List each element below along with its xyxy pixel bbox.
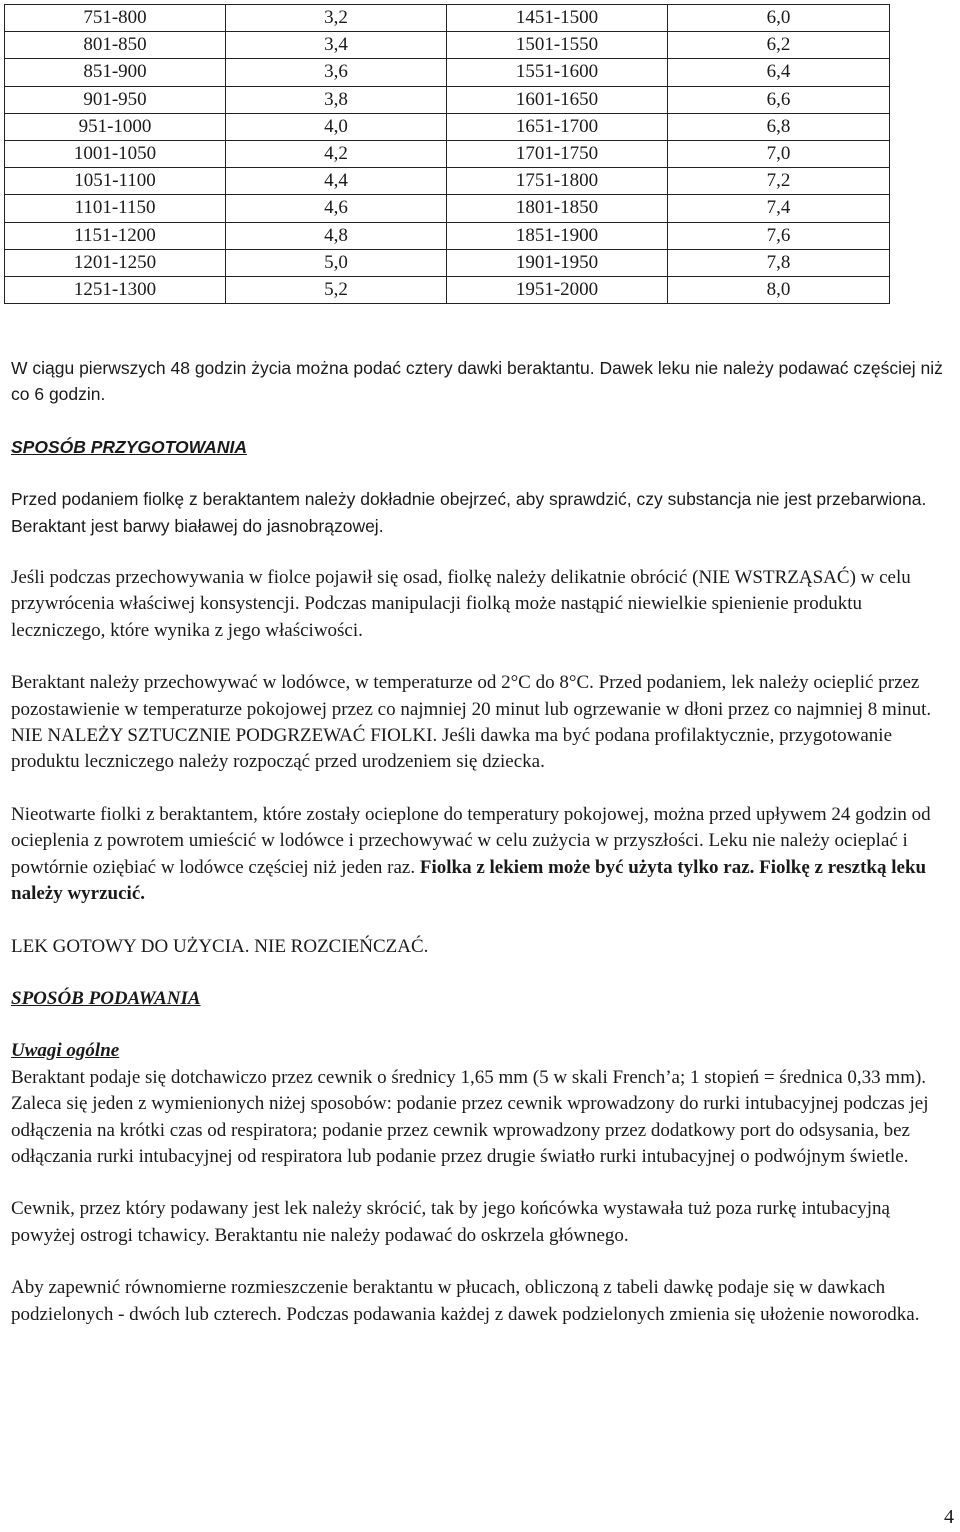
weight-range-cell: 1651-1700	[447, 113, 668, 140]
weight-range-cell: 1551-1600	[447, 59, 668, 86]
weight-range-cell: 1801-1850	[447, 195, 668, 222]
weight-range-cell: 1951-2000	[447, 276, 668, 303]
catheter-paragraph: Beraktant podaje się dotchawiczo przez cewnik o średnicy 1,65 mm (5 w skali French’a; 1 stopień = średnica 0,33 mm). Zaleca się jeden z wymienionych niżej sposobów: podanie przez cewnik wprowadzony do rurki intubacyjnej podczas jej odłączenia na krótki czas od respiratora; podanie przez cewnik wprowadzony przez dodatkowy port do odsysania, bez odłączania rurki intubacyjnej od respiratora lub podanie przez drugie światło rurki intubacyjnej o podwójnym świetle.	[11, 1066, 929, 1167]
table-row	[5, 59, 890, 86]
dose-ml-cell: 5,2	[226, 276, 447, 303]
dose-ml-cell: 4,6	[226, 195, 447, 222]
dose-ml-cell: 3,4	[226, 32, 447, 59]
preparation-heading: SPOSÓB PRZYGOTOWANIA	[11, 436, 247, 457]
table-row	[5, 249, 890, 276]
weight-range-cell: 1051-1100	[5, 168, 226, 195]
dose-ml-cell: 6,4	[668, 59, 890, 86]
weight-range-cell: 1001-1050	[5, 140, 226, 167]
weight-range-cell: 1201-1250	[5, 249, 226, 276]
weight-range-cell: 751-800	[5, 5, 226, 32]
shorten-catheter-paragraph: Cewnik, przez który podawany jest lek należy skrócić, tak by jego końcówka wystawała tuż poza rurkę intubacyjną powyżej ostrogi tchawicy. Beraktantu nie należy podawać do oskrzela głównego.	[11, 1198, 890, 1246]
dose-ml-cell: 5,0	[226, 249, 447, 276]
weight-range-cell: 1851-1900	[447, 222, 668, 249]
dose-ml-cell: 6,8	[668, 113, 890, 140]
distribution-paragraph: Aby zapewnić równomierne rozmieszczenie beraktantu w płucach, obliczoną z tabeli dawkę podaje się w dawkach podzielonych - dwóch lub czterech. Podczas podawania każdej z dawek podzielonych zmienia się ułożenie noworodka.	[11, 1277, 920, 1325]
dose-ml-cell: 3,6	[226, 59, 447, 86]
administration-heading: SPOSÓB PODAWANIA	[11, 987, 201, 1009]
table-row	[5, 140, 890, 167]
dose-ml-cell: 7,6	[668, 222, 890, 249]
document-body	[11, 355, 946, 1354]
dose-ml-cell: 7,0	[668, 140, 890, 167]
dose-ml-cell: 7,2	[668, 168, 890, 195]
weight-range-cell: 1451-1500	[447, 5, 668, 32]
weight-range-cell: 801-850	[5, 32, 226, 59]
table-row	[5, 32, 890, 59]
dose-ml-cell: 3,8	[226, 86, 447, 113]
unopened-vials-bold-text: Fiolka z lekiem może być użyta tylko raz. Fiolkę z resztką leku należy wyrzucić.	[11, 856, 927, 905]
dose-table-body	[5, 5, 890, 304]
weight-range-cell: 1251-1300	[5, 276, 226, 303]
unopened-vials-paragraph	[11, 802, 946, 908]
weight-range-cell: 1501-1550	[447, 32, 668, 59]
weight-range-cell: 951-1000	[5, 113, 226, 140]
page-number: 4	[944, 1506, 954, 1528]
weight-range-cell: 1601-1650	[447, 86, 668, 113]
table-row	[5, 195, 890, 222]
dose-ml-cell: 4,0	[226, 113, 447, 140]
weight-range-cell: 1901-1950	[447, 249, 668, 276]
table-row	[5, 276, 890, 303]
dose-ml-cell: 7,4	[668, 195, 890, 222]
dose-ml-cell: 7,8	[668, 249, 890, 276]
dose-ml-cell: 8,0	[668, 276, 890, 303]
dose-ml-cell: 4,2	[226, 140, 447, 167]
ready-to-use-paragraph: LEK GOTOWY DO UŻYCIA. NIE ROZCIEŃCZAĆ.	[11, 935, 429, 957]
weight-range-cell: 1751-1800	[447, 168, 668, 195]
sediment-paragraph: Jeśli podczas przechowywania w fiolce pojawił się osad, fiolkę należy delikatnie obrócić (NIE WSTRZĄSAĆ) w celu przywrócenia właściwej konsystencji. Podczas manipulacji fiolką może nastąpić niewielkie spienienie produktu leczniczego, które wynika z jego właściwości.	[11, 567, 911, 641]
weight-range-cell: 1701-1750	[447, 140, 668, 167]
weight-range-cell: 901-950	[5, 86, 226, 113]
unopened-vials-text: Nieotwarte fiolki z beraktantem, które zostały ocieplone do temperatury pokojowej, można przed upływem 24 godzin od ocieplenia z powrotem umieścić w lodówce i przechowywać w celu zużycia w przyszłości. Leku nie należy ocieplać i powtórnie oziębiać w lodówce częściej niż jeden raz.	[11, 803, 931, 878]
dose-ml-cell: 6,6	[668, 86, 890, 113]
table-row	[5, 5, 890, 32]
table-row	[5, 222, 890, 249]
dose-ml-cell: 4,4	[226, 168, 447, 195]
dosing-paragraph: W ciągu pierwszych 48 godzin życia można podać cztery dawki beraktantu. Dawek leku nie należy podawać częściej niż co 6 godzin.	[11, 358, 943, 405]
general-notes-subheading: Uwagi ogólne	[11, 1040, 120, 1062]
weight-range-cell: 1151-1200	[5, 222, 226, 249]
table-row	[5, 113, 890, 140]
weight-range-cell: 1101-1150	[5, 195, 226, 222]
table-row	[5, 168, 890, 195]
inspect-paragraph: Przed podaniem fiolkę z beraktantem należy dokładnie obejrzeć, aby sprawdzić, czy substancja nie jest przebarwiona. Beraktant jest barwy białawej do jasnobrązowej.	[11, 489, 927, 536]
dose-ml-cell: 6,2	[668, 32, 890, 59]
dose-ml-cell: 6,0	[668, 5, 890, 32]
table-row	[5, 86, 890, 113]
dose-ml-cell: 4,8	[226, 222, 447, 249]
dose-table	[4, 4, 890, 304]
storage-paragraph: Beraktant należy przechowywać w lodówce, w temperaturze od 2°C do 8°C. Przed podaniem, lek należy ocieplić przez pozostawienie w temperaturze pokojowej przez co najmniej 20 minut lub ogrzewanie w dłoni przez co najmniej 8 minut. NIE NALEŻY SZTUCZNIE PODGRZEWAĆ FIOLKI. Jeśli dawka ma być podana profilaktycznie, przygotowanie produktu leczniczego należy rozpocząć przed urodzeniem się dziecka.	[11, 672, 932, 773]
dose-ml-cell: 3,2	[226, 5, 447, 32]
weight-range-cell: 851-900	[5, 59, 226, 86]
